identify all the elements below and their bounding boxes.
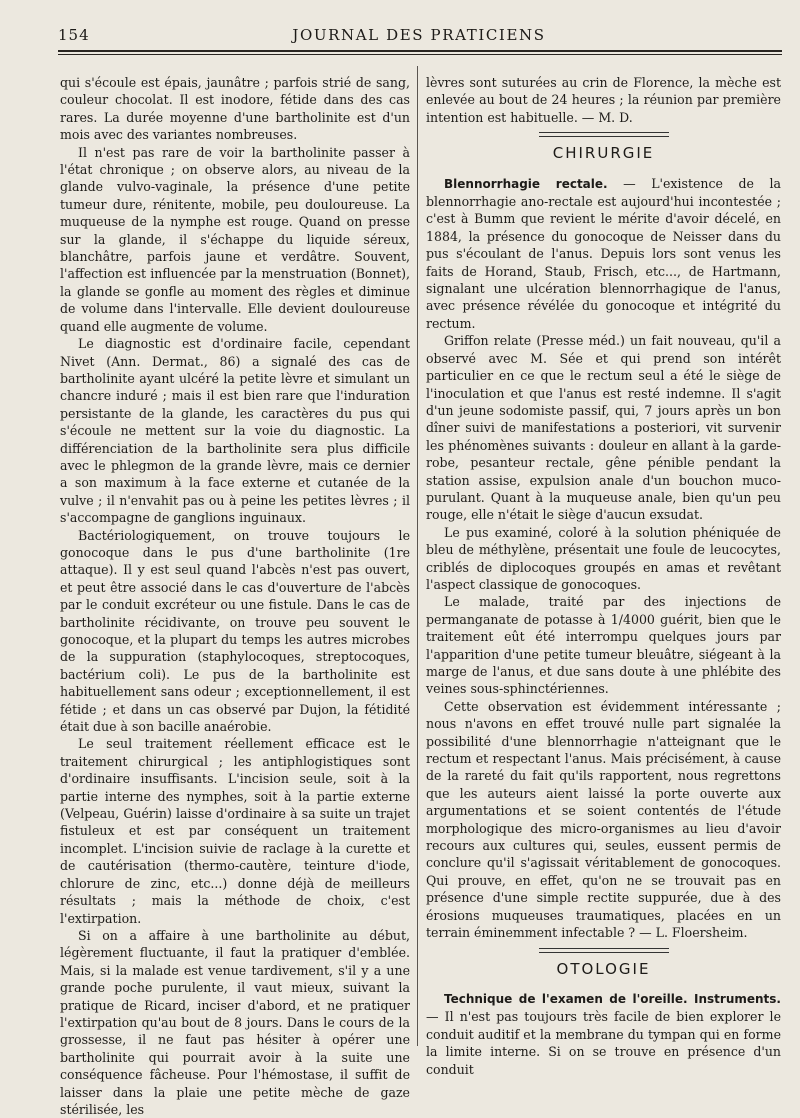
section-rule: [539, 132, 669, 137]
paragraph: Si on a affaire à une bartholinite au début, légèrement fluctuante, il faut la pratiquer d'emblée. Mais, si la malade est venue tardivement, s'il y a une grande poche purulente, il vaut mieux, suivant la pratique de Ricard, inciser d'abord, et ne pratiquer l'extirpation qu'au bout de 8 jours. Dans le cours de la grossesse, il ne faut pas hésiter à opérer une bartholinite qui pourrait avoir à la suite une conséquence fâcheuse. Pour l'hémostase, il suffit de laisser dans la plaie une petite mèche de gaze stérilisée, les: [60, 927, 410, 1117]
page-number: 154: [58, 26, 90, 44]
paragraph: qui s'écoule est épais, jaunâtre ; parfois strié de sang, couleur chocolat. Il est inodore, fétide dans des cas rares. La durée moyenne d'une bartholinite est d'un mois avec des variantes nombreuses.: [60, 75, 410, 143]
paragraph: Griffon relate (Presse méd.) un fait nouveau, qu'il a observé avec M. Sée et qui prend son intérêt particulier en ce que le rectum seul a été le siège de l'inoculation et que l'anus est resté indemne. Il s'agit d'un jeune sodomiste passif, qui, 7 jours après un bon dîner suivi de manifestations a posteriori, vit survenir les phénomènes suivants : douleur en allant à la garde-robe, pesanteur rectale, gêne pénible pendant la station assise, expulsion anale d'un bouchon muco-purulant. Quant à la muqueuse anale, bien qu'un peu rouge, elle n'était le siège d'aucun exsudat.: [426, 333, 781, 523]
paragraph: Le malade, traité par des injections de permanganate de potasse à 1/4000 guérit, bien que le traitement eût été interrompu quelques jours par l'apparition d'une petite tumeur bleuâtre, siégeant à la marge de l'anus, et due sans doute à une phlébite des veines sous-sphinctériennes.: [426, 594, 781, 697]
paragraph: lèvres sont suturées au crin de Florence, la mèche est enlevée au bout de 24 heures ; la réunion par première intention est habituelle. — M. D.: [426, 75, 781, 125]
left-column: [60, 74, 410, 1118]
page-header: [58, 26, 780, 48]
article-heading: Blennorrhagie rectale.: [444, 176, 608, 191]
paragraph: Il n'est pas rare de voir la bartholinite passer à l'état chronique ; on observe alors, au niveau de la glande vulvo-vaginale, la présence d'une petite tumeur dure, rénitente, mobile, peu douloureuse. La muqueuse de la nymphe est rouge. Quand on presse sur la glande, il s'échappe du liquide séreux, blanchâtre, parfois jaune et verdâtre. Souvent, l'affection est influencée par la menstruation (Bonnet), la glande se gonfle au moment des règles et diminue de volume dans l'intervalle. Elle devient douloureuse quand elle augmente de volume.: [60, 144, 410, 334]
journal-title: JOURNAL DES PRATICIENS: [292, 26, 546, 44]
paragraph: Le seul traitement réellement efficace est le traitement chirurgical ; les antiphlogistiques sont d'ordinaire insuffisants. L'incision seule, soit à la partie interne des nymphes, soit à la partie externe (Velpeau, Guérin) laisse d'ordinaire à sa suite un trajet fistuleux et est par conséquent un traitement incomplet. L'incision suivie de raclage à la curette et de cautérisation (thermo-cautère, teinture d'iode, chlorure de zinc, etc...) donne déjà de meilleurs résultats ; mais la méthode de choix, c'est l'extirpation.: [60, 736, 410, 926]
section-rule: [539, 948, 669, 953]
paragraph: Bactériologiquement, on trouve toujours le gonocoque dans le pus d'une bartholinite (1re attaque). Il y est seul quand l'abcès n'est pas ouvert, et peut être associé dans le cas d'ouverture de l'abcès par le conduit excréteur ou une fistule. Dans le cas de bartholinite récidivante, on trouve peu souvent le gonocoque, et la plupart du temps les autres microbes de la suppuration (staphylocoques, streptocoques, bactérium coli). Le pus de la bartholinite est habituellement sans odeur ; exceptionnellement, il est fétide ; et dans un cas observé par Dujon, la fétidité était due à son bacille anaérobie.: [60, 527, 410, 735]
section-title-otologie: OTOLOGIE: [556, 959, 651, 978]
paragraph: — L'existence de la blennorrhagie ano-rectale est aujourd'hui incontestée ; c'est à Bumm que revient le mérite d'avoir décelé, en 1884, la présence du gonocoque de Neisser dans du pus s'écoulant de l'anus. Depuis lors sont venus les faits de Horand, Staub, Frisch, etc..., de Hartmann, signalant une ulcération blennorrhagique de l'anus, avec présence révélée du gonocoque et intégrité du rectum.: [426, 175, 781, 331]
section-title-chirurgie: CHIRURGIE: [552, 144, 655, 163]
paragraph: Le pus examiné, coloré à la solution phéniquée de bleu de méthylène, présentait une foule de leucocytes, criblés de diplocoques groupés en amas et revêtant l'aspect classique de gonocoques.: [426, 524, 781, 592]
paragraph: — Il n'est pas toujours très facile de bien explorer le conduit auditif et la membrane du tympan qui en forme la limite interne. Si on se trouve en présence d'un conduit: [426, 1009, 781, 1077]
header-rule: [58, 50, 782, 52]
header-rule-thin: [58, 54, 782, 55]
right-column: [426, 74, 781, 1078]
paragraph: Le diagnostic est d'ordinaire facile, cependant Nivet (Ann. Dermat., 86) a signalé des cas de bartholinite ayant ulcéré la petite lèvre et simulant un chancre induré ; mais il est bien rare que l'induration persistante de la glande, les caractères du pus qui s'écoule ne mettent sur la voie du diagnostic. La différenciation de la bartholinite sera plus difficile avec le phlegmon de la grande lèvre, mais ce dernier a son maximum à la face externe et cutanée de la vulve ; il n'envahit pas ou à peine les petites lèvres ; il s'accompagne de ganglions inguinaux.: [60, 336, 410, 526]
column-divider: [417, 66, 418, 1046]
paragraph: Cette observation est évidemment intéressante ; nous n'avons en effet trouvé nulle part signalée la possibilité d'une blennorrhagie n'atteignant que le rectum et respectant l'anus. Mais précisément, à cause de la rareté du fait qu'ils rapportent, nous regrettons que les auteurs aient laissé la porte ouverte aux argumentations et se soient contentés de l'étude morphologique des micro-organismes au lieu d'avoir recours aux cultures qui, seules, eussent permis de conclure qu'il s'agissait véritablement de gonocoques. Qui prouve, en effet, qu'on ne se trouvait pas en présence d'une simple rectite suppurée, due à des érosions muqueuses traumatiques, placées en un terrain éminemment infectable ? — L. Floersheim.: [426, 698, 781, 941]
article-heading: Technique de l'examen de l'oreille. Instruments.: [444, 991, 781, 1006]
